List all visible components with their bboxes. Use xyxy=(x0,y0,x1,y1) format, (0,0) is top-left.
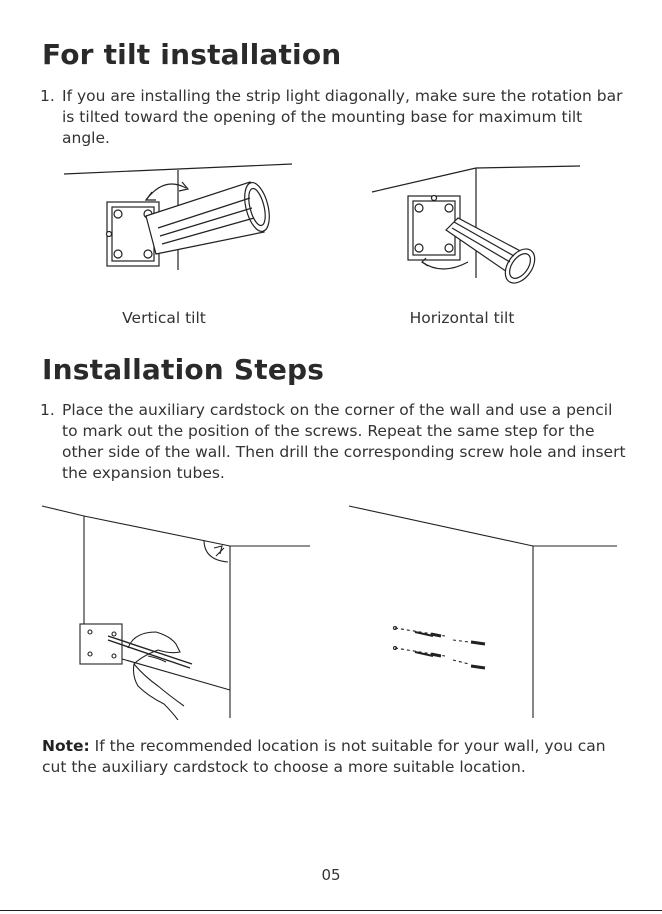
step-text: If you are installing the strip light diagonally, make sure the rotation bar is tilted toward the opening of the mounting base for maximum tilt angle. xyxy=(62,87,623,147)
step-text: Place the auxiliary cardstock on the corner of the wall and use a pencil to mark out the position of the screws. Repeat the same step for the other side of the wall. Then drill the corresponding screw hole and insert the expansion tubes. xyxy=(62,401,626,482)
caption-horizontal-tilt: Horizontal tilt xyxy=(409,309,515,327)
section-title-tilt: For tilt installation xyxy=(42,38,342,71)
step-number: 1. xyxy=(40,401,55,419)
tilt-step-1 xyxy=(40,86,630,149)
caption-vertical-tilt: Vertical tilt xyxy=(122,309,206,327)
note-text: If the recommended location is not suitable for your wall, you can cut the auxiliary cardstock to choose a more suitable location. xyxy=(42,737,606,776)
bottom-rule xyxy=(0,910,662,911)
expansion-tubes-illustration xyxy=(345,500,635,720)
cardstock-marking-illustration xyxy=(38,500,328,720)
vertical-tilt-illustration xyxy=(60,158,300,308)
page-number: 05 xyxy=(321,866,341,884)
step-number: 1. xyxy=(40,87,55,105)
horizontal-tilt-illustration xyxy=(360,158,600,308)
note-paragraph xyxy=(42,736,632,778)
note-label: Note: xyxy=(42,737,90,755)
section-title-installation-steps: Installation Steps xyxy=(42,353,325,386)
installation-step-1 xyxy=(40,400,630,484)
